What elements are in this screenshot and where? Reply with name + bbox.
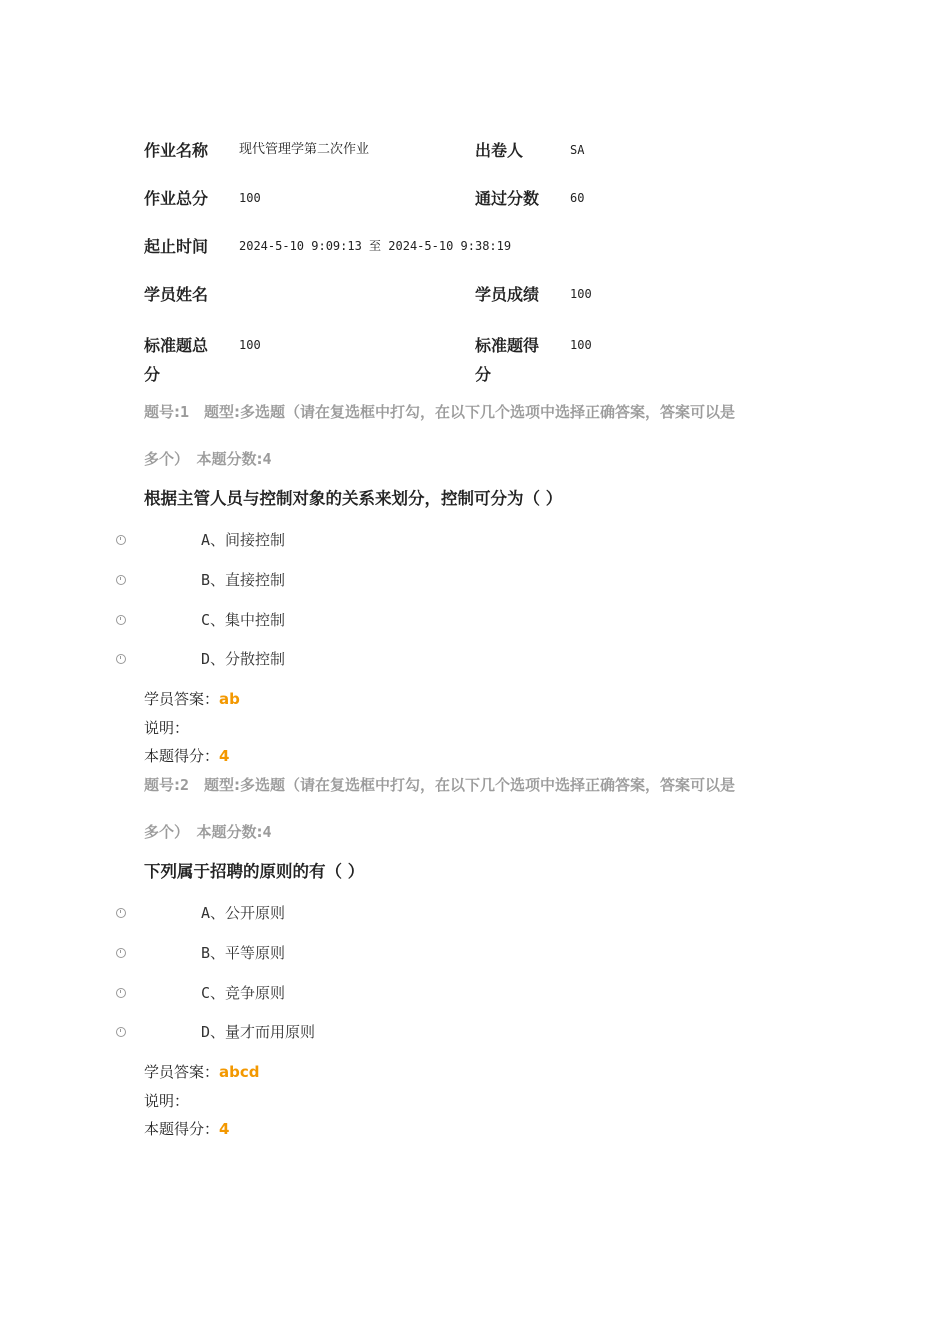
- std-total-value: 100: [239, 338, 261, 352]
- option-d: [201, 1022, 315, 1042]
- option-letter: C: [201, 611, 211, 629]
- question-points: 4: [262, 450, 272, 468]
- option-letter: B: [201, 944, 211, 962]
- option-letter: A: [201, 904, 211, 922]
- option-a: [201, 530, 285, 550]
- option-a-radio[interactable]: [116, 908, 126, 918]
- option-text: 、公开原则: [210, 904, 286, 922]
- option-text: 、量才而用原则: [210, 1023, 316, 1041]
- total-score-label: 作业总分: [144, 189, 209, 208]
- option-c-radio[interactable]: [116, 988, 126, 998]
- student-answer-label: 学员答案：: [144, 690, 220, 708]
- question-number: 2: [180, 776, 190, 794]
- option-letter: D: [201, 1023, 211, 1041]
- option-text: 、直接控制: [210, 571, 286, 589]
- question-meta-line2: [144, 822, 272, 842]
- author-value: SA: [570, 143, 585, 157]
- total-score-value: 100: [239, 191, 261, 205]
- option-d-radio[interactable]: [116, 1027, 126, 1037]
- option-c: [201, 610, 285, 630]
- student-answer-label: 学员答案：: [144, 1063, 220, 1081]
- std-score-label: 标准题得分: [475, 336, 540, 384]
- question-type: 题型:多选题（请在复选框中打勾，在以下几个选项中选择正确答案，答案可以是: [189, 776, 736, 794]
- question-number-prefix: 题号:: [144, 403, 180, 421]
- question-meta-line1: [144, 402, 735, 422]
- question-score-value: 4: [219, 747, 230, 765]
- pass-score-value: 60: [570, 191, 585, 205]
- std-score-value: 100: [570, 338, 592, 352]
- student-answer: [144, 1062, 260, 1082]
- question-meta-line2: [144, 449, 272, 469]
- time-range-value: 2024-5-10 9:09:13 至 2024-5-10 9:38:19: [239, 239, 512, 253]
- pass-score-label: 通过分数: [475, 189, 540, 208]
- student-answer: [144, 689, 240, 709]
- question-number-prefix: 题号:: [144, 776, 180, 794]
- student-answer-value: abcd: [219, 1063, 260, 1081]
- question-points-label: 多个） 本题分数:: [144, 823, 263, 841]
- explanation: [144, 1091, 189, 1111]
- explanation-label: 说明：: [144, 1092, 190, 1110]
- option-c-radio[interactable]: [116, 615, 126, 625]
- option-text: 、分散控制: [210, 650, 286, 668]
- option-a-radio[interactable]: [116, 535, 126, 545]
- option-b-radio[interactable]: [116, 948, 126, 958]
- student-name-label: 学员姓名: [144, 285, 209, 304]
- question-score-label: 本题得分：: [144, 747, 220, 765]
- explanation-label: 说明：: [144, 719, 190, 737]
- question-title: 根据主管人员与控制对象的关系来划分，控制可分为（ ）: [144, 489, 563, 508]
- question-score-label: 本题得分：: [144, 1120, 220, 1138]
- time-label: 起止时间: [144, 237, 209, 256]
- option-b-radio[interactable]: [116, 575, 126, 585]
- option-b: [201, 570, 285, 590]
- question-points-label: 多个） 本题分数:: [144, 450, 263, 468]
- option-a: [201, 903, 285, 923]
- option-letter: D: [201, 650, 211, 668]
- question-title: 下列属于招聘的原则的有（ ）: [144, 862, 365, 881]
- question-score: [144, 746, 229, 766]
- question-score: [144, 1119, 229, 1139]
- option-letter: B: [201, 571, 211, 589]
- explanation: [144, 718, 189, 738]
- student-answer-value: ab: [219, 690, 240, 708]
- question-score-value: 4: [219, 1120, 230, 1138]
- question-type: 题型:多选题（请在复选框中打勾，在以下几个选项中选择正确答案，答案可以是: [189, 403, 736, 421]
- question-meta-line1: [144, 775, 735, 795]
- option-text: 、平等原则: [210, 944, 286, 962]
- assignment-name-value: 现代管理学第二次作业: [239, 142, 370, 157]
- std-total-label: 标准题总分: [144, 336, 209, 384]
- option-d: [201, 649, 285, 669]
- assignment-name-label: 作业名称: [144, 141, 209, 160]
- option-b: [201, 943, 285, 963]
- option-text: 、间接控制: [210, 531, 286, 549]
- option-letter: A: [201, 531, 211, 549]
- option-d-radio[interactable]: [116, 654, 126, 664]
- option-text: 、竞争原则: [210, 984, 286, 1002]
- author-label: 出卷人: [475, 141, 524, 160]
- question-points: 4: [262, 823, 272, 841]
- option-text: 、集中控制: [210, 611, 286, 629]
- student-grade-label: 学员成绩: [475, 285, 540, 304]
- question-number: 1: [180, 403, 190, 421]
- option-c: [201, 983, 285, 1003]
- option-letter: C: [201, 984, 211, 1002]
- student-grade-value: 100: [570, 287, 592, 301]
